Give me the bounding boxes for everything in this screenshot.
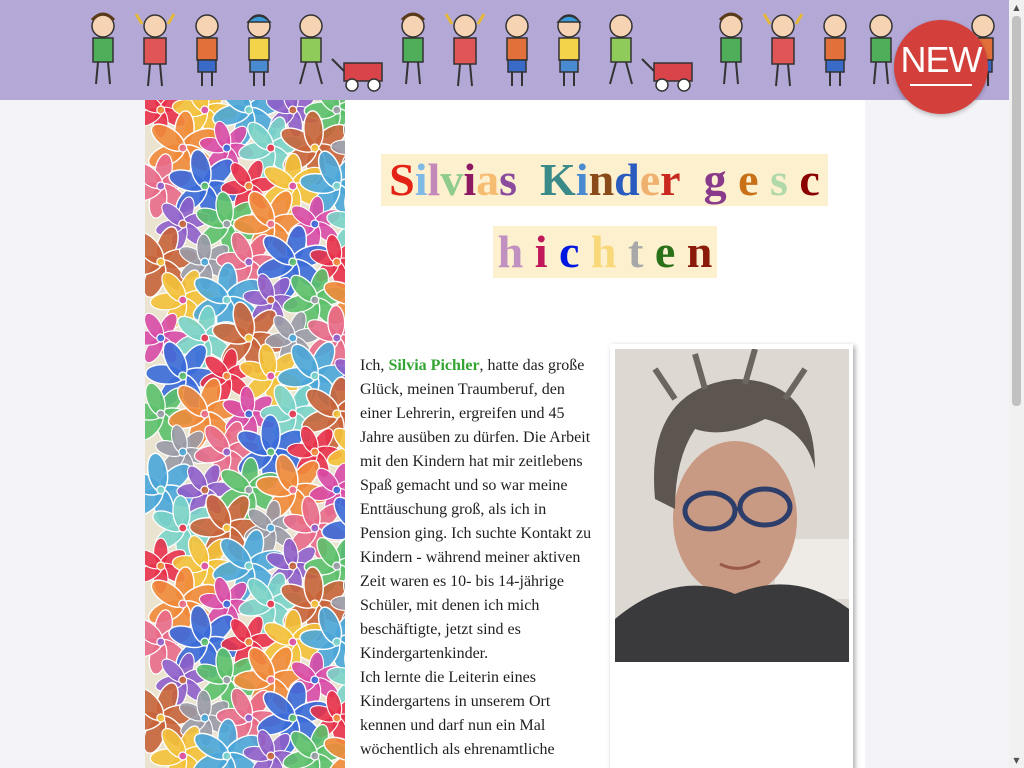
title-letter bbox=[759, 154, 771, 206]
title-letter bbox=[692, 154, 704, 206]
child-illustration-icon bbox=[812, 10, 858, 92]
bio-text bbox=[360, 354, 598, 762]
site-title bbox=[345, 100, 865, 330]
title-letter: c bbox=[559, 226, 580, 277]
title-letter: l bbox=[427, 154, 441, 205]
bio-paragraph-1: , hatte das große Glück, meinen Traumberuf, den einer Lehrerin, ergreifen und 45 Jahre ausüben zu dürfen. Die Arbeit mit den Kindern hat mir zeitlebens Spaß gemacht und so war meine Enttäuschung groß, als ich in Pension ging. Ich suchte Kontakt zu Kindern - während meiner aktiven Zeit waren es 10- bis 14-jährige Schüler, mit denen ich mich beschäftigte, jetzt sind es Kindergartenkinder. bbox=[360, 357, 592, 662]
new-badge[interactable] bbox=[894, 20, 988, 114]
scroll-thumb[interactable] bbox=[1012, 16, 1021, 406]
child-illustration-icon bbox=[132, 10, 178, 92]
flower-pattern-icon bbox=[145, 100, 345, 768]
bio-intro: Ich, bbox=[360, 357, 389, 374]
new-badge-label: NEW bbox=[900, 39, 982, 80]
child-illustration-icon bbox=[708, 10, 754, 92]
bio-paragraph-2: Ich lernte die Leiterin eines Kindergartens in unserem Ort kennen und darf nun ein Mal wöchentlich als ehrenamtliche bbox=[360, 669, 555, 758]
wagon-illustration-icon bbox=[330, 55, 388, 93]
floral-sidebar-image bbox=[145, 100, 345, 768]
title-letter: g bbox=[703, 154, 727, 205]
portrait-frame bbox=[610, 344, 853, 768]
title-letter: d bbox=[614, 154, 640, 205]
title-letter: v bbox=[440, 154, 464, 205]
title-letter: i bbox=[414, 154, 428, 205]
title-letter: e bbox=[738, 154, 759, 205]
child-illustration-icon bbox=[80, 10, 126, 92]
child-illustration-icon bbox=[546, 10, 592, 92]
title-letter: s bbox=[499, 154, 517, 205]
title-letter bbox=[675, 226, 687, 278]
wagon-illustration-icon bbox=[640, 55, 698, 93]
title-letter: c bbox=[799, 154, 820, 205]
child-illustration-icon bbox=[598, 10, 644, 92]
title-letter: i bbox=[575, 154, 589, 205]
title-letter: a bbox=[476, 154, 500, 205]
author-name: Silvia Pichler bbox=[388, 357, 480, 374]
site-title-line-1 bbox=[381, 154, 828, 206]
title-letter bbox=[681, 154, 693, 206]
child-illustration-icon bbox=[288, 10, 334, 92]
title-letter: h bbox=[497, 226, 524, 277]
title-letter bbox=[617, 226, 629, 278]
title-letter bbox=[579, 226, 591, 278]
title-letter: i bbox=[463, 154, 477, 205]
child-illustration-icon bbox=[184, 10, 230, 92]
portrait-photo bbox=[615, 349, 849, 662]
new-badge-underline bbox=[910, 84, 972, 86]
title-letter bbox=[643, 226, 655, 278]
title-letter: s bbox=[770, 154, 788, 205]
portrait-image-icon bbox=[615, 349, 849, 662]
title-letter: e bbox=[654, 226, 676, 277]
title-letter: t bbox=[628, 226, 644, 277]
title-letter bbox=[517, 154, 529, 206]
title-letter bbox=[788, 154, 800, 206]
title-letter bbox=[529, 154, 541, 206]
content-page bbox=[145, 100, 865, 768]
title-letter: n bbox=[686, 226, 713, 277]
header-banner bbox=[0, 0, 1009, 100]
scroll-down-arrow-icon[interactable]: ▼ bbox=[1013, 756, 1020, 765]
child-illustration-icon bbox=[442, 10, 488, 92]
title-letter: n bbox=[588, 154, 615, 205]
title-letter bbox=[727, 154, 739, 206]
child-illustration-icon bbox=[390, 10, 436, 92]
vertical-scrollbar[interactable] bbox=[1009, 0, 1024, 768]
child-illustration-icon bbox=[760, 10, 806, 92]
site-title-line-2 bbox=[493, 226, 717, 278]
title-letter: e bbox=[639, 154, 661, 205]
title-letter: S bbox=[389, 154, 415, 205]
title-letter: i bbox=[534, 226, 548, 277]
title-letter: r bbox=[660, 154, 681, 205]
child-illustration-icon bbox=[494, 10, 540, 92]
child-illustration-icon bbox=[236, 10, 282, 92]
title-letter: h bbox=[590, 226, 617, 277]
scroll-up-arrow-icon[interactable]: ▲ bbox=[1013, 3, 1020, 12]
title-letter bbox=[548, 226, 560, 278]
title-letter bbox=[523, 226, 535, 278]
title-letter: K bbox=[540, 154, 576, 205]
